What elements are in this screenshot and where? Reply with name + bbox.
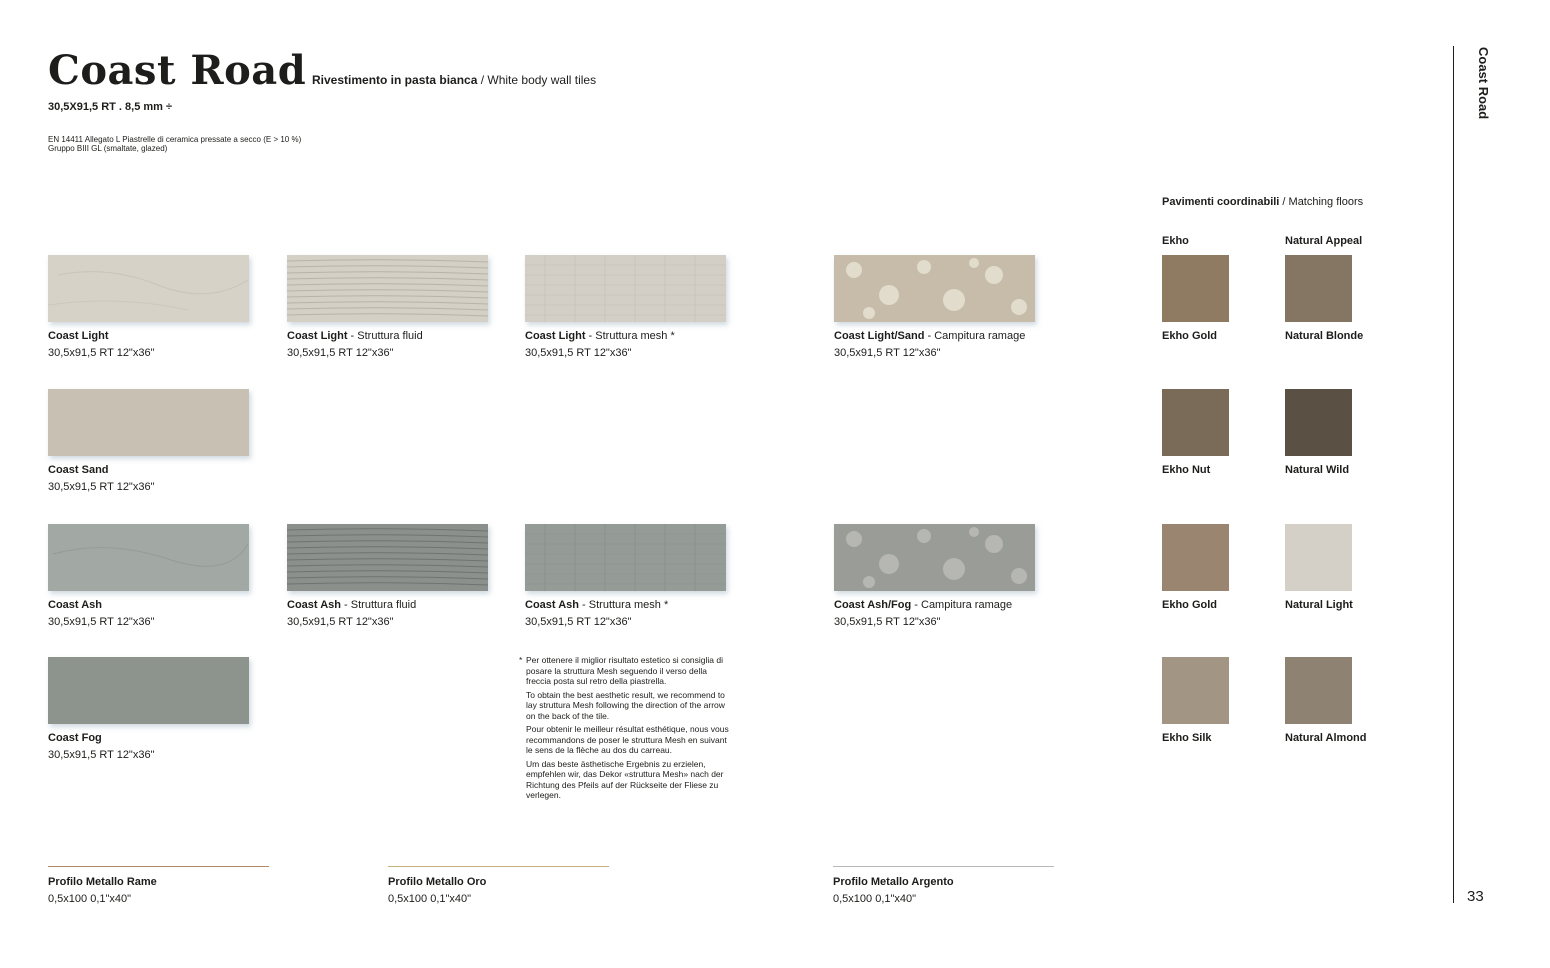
tile-caption	[834, 328, 1025, 362]
tile-variant: - Campitura ramage	[924, 330, 1026, 342]
tile-texture-mesh	[525, 255, 726, 322]
tile-variant: - Struttura fluid	[347, 330, 423, 342]
floors-heading	[1162, 196, 1363, 208]
subtitle-it: Rivestimento in pasta bianca	[312, 73, 478, 87]
footnote-star: *	[519, 655, 523, 665]
floor-name: Ekho Nut	[1162, 464, 1211, 476]
tile-size: 30,5x91,5 RT 12"x36"	[48, 616, 155, 628]
profile-line-oro	[388, 866, 609, 867]
tile-size: 30,5x91,5 RT 12"x36"	[287, 347, 394, 359]
mesh-footnote	[519, 655, 734, 804]
tile-size: 30,5x91,5 RT 12"x36"	[834, 616, 941, 628]
norm-line-2: Gruppo BIII GL (smaltate, glazed)	[48, 144, 168, 153]
floor-swatch	[1285, 389, 1352, 456]
floor-swatch	[1162, 389, 1229, 456]
tile-size: 30,5x91,5 RT 12"x36"	[48, 481, 155, 493]
tile-swatch	[525, 524, 726, 591]
floor-name: Ekho Gold	[1162, 599, 1217, 611]
tile-swatch	[834, 255, 1035, 322]
tile-name: Coast Ash	[525, 599, 579, 611]
tile-variant: - Struttura mesh *	[585, 330, 675, 342]
tile-texture-fluid	[287, 255, 488, 322]
footnote-en: To obtain the best aesthetic result, we recommend to lay struttura Mesh following the direction of the arrow on the back of the tile.	[526, 689, 725, 721]
tile-caption	[48, 328, 154, 362]
profile-size: 0,5x100 0,1"x40"	[48, 893, 132, 905]
tile-swatch	[48, 524, 249, 591]
page-title: Coast Road	[48, 47, 307, 94]
tile-name: Coast Ash	[287, 599, 341, 611]
format-text: 30,5X91,5 RT . 8,5 mm	[48, 101, 163, 113]
floor-swatch	[1162, 524, 1229, 591]
floor-name: Ekho Silk	[1162, 732, 1212, 744]
tile-caption	[525, 597, 668, 631]
tile-size: 30,5x91,5 RT 12"x36"	[525, 347, 632, 359]
profile-size: 0,5x100 0,1"x40"	[388, 893, 472, 905]
tile-size: 30,5x91,5 RT 12"x36"	[48, 749, 155, 761]
tile-swatch	[287, 255, 488, 322]
floor-name: Ekho Gold	[1162, 330, 1217, 342]
footnote-de: Um das beste ästhetische Ergebnis zu erzielen, empfehlen wir, das Dekor «struttura Mesh» nach der Richtung des Pfeils auf der Rückseite der Fliese zu verlegen.	[526, 758, 724, 800]
tile-swatch	[48, 389, 249, 456]
floor-swatch	[1162, 657, 1229, 724]
tile-variant: - Struttura fluid	[341, 599, 417, 611]
tile-swatch	[525, 255, 726, 322]
profile-line-rame	[48, 866, 269, 867]
floor-name: Natural Almond	[1285, 732, 1367, 744]
tile-size: 30,5x91,5 RT 12"x36"	[525, 616, 632, 628]
side-divider	[1453, 46, 1454, 903]
subtitle-en: / White body wall tiles	[477, 73, 597, 87]
profile-size: 0,5x100 0,1"x40"	[833, 893, 917, 905]
profile-caption	[388, 874, 486, 908]
tile-name: Coast Light	[287, 330, 348, 342]
tile-swatch	[834, 524, 1035, 591]
floor-swatch	[1285, 657, 1352, 724]
tile-name: Coast Sand	[48, 464, 109, 476]
divide-icon: ÷	[166, 101, 173, 113]
footnote-fr: Pour obtenir le meilleur résultat esthétique, nous vous recommandons de poser le struttura Mesh en suivant le sens de la flèche au dos du carreau.	[526, 724, 729, 755]
tile-texture	[48, 255, 249, 322]
side-title: Coast Road	[1476, 47, 1491, 120]
tile-variant: - Struttura mesh *	[579, 599, 669, 611]
format-line	[48, 101, 172, 113]
tile-name: Coast Light	[525, 330, 586, 342]
tile-variant: - Campitura ramage	[911, 599, 1013, 611]
tile-name: Coast Ash/Fog	[834, 599, 912, 611]
tile-swatch	[48, 657, 249, 724]
profile-name: Profilo Metallo Argento	[833, 876, 954, 888]
profile-line-argento	[833, 866, 1054, 867]
profile-caption	[833, 874, 954, 908]
tile-texture-fluid	[287, 524, 488, 591]
tile-name: Coast Ash	[48, 599, 102, 611]
tile-caption	[287, 597, 416, 631]
tile-caption	[525, 328, 675, 362]
tile-caption	[48, 462, 154, 496]
subtitle	[312, 73, 596, 87]
tile-caption	[48, 730, 154, 764]
tile-size: 30,5x91,5 RT 12"x36"	[287, 616, 394, 628]
page-number: 33	[1467, 888, 1484, 905]
tile-swatch	[48, 255, 249, 322]
profile-name: Profilo Metallo Oro	[388, 876, 487, 888]
tile-caption	[287, 328, 423, 362]
tile-name: Coast Light	[48, 330, 109, 342]
floors-heading-it: Pavimenti coordinabili	[1162, 196, 1280, 208]
floor-column-natural-appeal: Natural Appeal	[1285, 235, 1363, 247]
tile-caption	[48, 597, 154, 631]
tile-texture	[48, 524, 249, 591]
floor-column-ekho: Ekho	[1162, 235, 1189, 247]
tile-texture-ramage	[834, 255, 1035, 322]
norm-line-1: EN 14411 Allegato L Piastrelle di ceramica pressate a secco (E > 10 %)	[48, 135, 302, 144]
tile-swatch	[287, 524, 488, 591]
tile-name: Coast Light/Sand	[834, 330, 925, 342]
tile-texture-mesh	[525, 524, 726, 591]
floors-heading-en: / Matching floors	[1279, 196, 1364, 208]
tile-name: Coast Fog	[48, 732, 102, 744]
floor-swatch	[1285, 255, 1352, 322]
floor-name: Natural Wild	[1285, 464, 1350, 476]
profile-name: Profilo Metallo Rame	[48, 876, 157, 888]
profile-caption	[48, 874, 157, 908]
floor-swatch	[1162, 255, 1229, 322]
norm-text	[48, 135, 301, 153]
footnote-it: Per ottenere il miglior risultato estetico si consiglia di posare la struttura Mesh seguendo il verso della freccia posta sul retro della piastrella.	[526, 655, 724, 686]
tile-texture-ramage	[834, 524, 1035, 591]
floor-name: Natural Light	[1285, 599, 1353, 611]
tile-size: 30,5x91,5 RT 12"x36"	[48, 347, 155, 359]
floor-swatch	[1285, 524, 1352, 591]
floor-name: Natural Blonde	[1285, 330, 1364, 342]
tile-caption	[834, 597, 1012, 631]
tile-size: 30,5x91,5 RT 12"x36"	[834, 347, 941, 359]
